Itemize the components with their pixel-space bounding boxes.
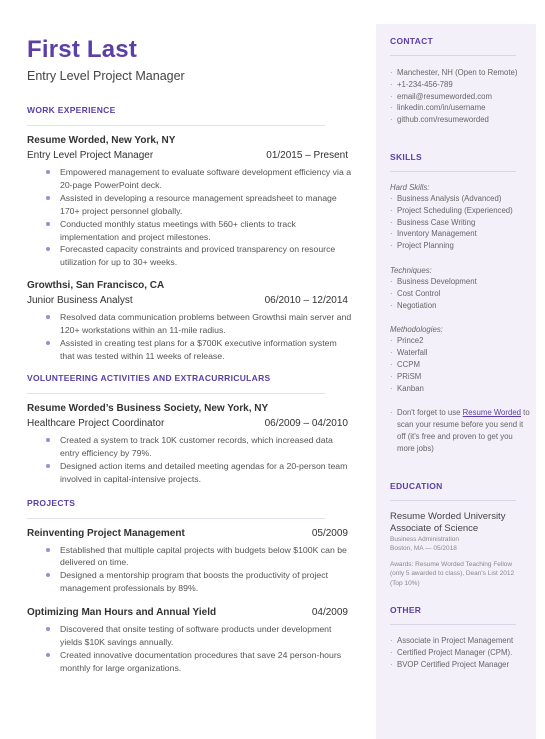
sidebar: [376, 24, 536, 739]
volunteer-entry: [27, 403, 352, 486]
skill-item: · Project Scheduling (Experienced): [390, 205, 530, 217]
skill-item: · CCPM: [390, 359, 530, 371]
project-entry: [27, 607, 352, 675]
skills-group-hard: [390, 182, 530, 252]
section-heading-work-experience: WORK EXPERIENCE: [27, 105, 116, 115]
other-list: [390, 635, 530, 670]
note-bullet: ·: [390, 408, 393, 418]
contact-section: [390, 36, 530, 126]
skill-item: · Inventory Management: [390, 228, 530, 240]
bullet-item: Designed a mentorship program that boosts the productivity of project management professionals by 89%.: [27, 569, 352, 595]
other-section: [390, 605, 530, 670]
project-name: Reinventing Project Management: [27, 527, 185, 539]
section-divider: [390, 624, 516, 625]
education-section: [390, 481, 530, 589]
education-awards: Awards: Resume Worded Teaching Fellow (only 5 awarded to class), Dean's List 2012 (Top 10%): [390, 560, 515, 587]
contact-github[interactable]: · github.com/resumeworded: [390, 114, 530, 126]
skill-item: · Cost Control: [390, 288, 530, 300]
contact-email[interactable]: · email@resumeworded.com: [390, 91, 530, 103]
project-date: 04/2009: [311, 607, 348, 619]
education-degree: Associate of Science: [390, 522, 479, 534]
volunteer-organization: Resume Worded’s Business Society, New York, NY: [27, 402, 269, 414]
bullet-item: Assisted in creating test plans for a $700K executive information system that was tested within 11 weeks of release.: [27, 337, 352, 363]
job-dates: 06/2010 – 12/2014: [264, 295, 348, 307]
skill-item: · Business Case Writing: [390, 217, 530, 229]
section-divider: [27, 518, 325, 519]
volunteer-dates: 06/2009 – 04/2010: [264, 417, 348, 429]
contact-phone: · +1-234-456-789: [390, 79, 530, 91]
job-role: Junior Business Analyst: [27, 295, 133, 307]
project-entry: [27, 528, 352, 596]
other-item: · Associate in Project Management: [390, 635, 530, 647]
education-field: Business Administration: [390, 535, 460, 543]
bullet-item: Discovered that onsite testing of software products under development yields $10K savings annually.: [27, 623, 352, 649]
other-item: · Certified Project Manager (CPM).: [390, 647, 530, 659]
skills-group-techniques: [390, 265, 530, 311]
section-heading-projects: PROJECTS: [27, 497, 76, 508]
volunteer-role: Healthcare Project Coordinator: [27, 417, 165, 429]
job-entry: [27, 280, 352, 363]
skill-item: · Prince2: [390, 335, 530, 347]
projects-section: [27, 498, 352, 675]
skill-item: · Waterfall: [390, 347, 530, 359]
section-heading-skills: SKILLS: [390, 151, 423, 162]
skills-list: [390, 335, 530, 394]
skill-item: · Negotiation: [390, 300, 530, 312]
section-divider: [390, 171, 516, 172]
skill-item: · Business Analysis (Advanced): [390, 193, 530, 205]
skills-list: [390, 193, 530, 252]
volunteer-bullets: [27, 434, 352, 486]
volunteering-section: [27, 373, 352, 486]
skills-group-label: Hard Skills:: [390, 182, 430, 192]
project-bullets: [27, 544, 352, 596]
bullet-item: Empowered management to evaluate software development efficiency via a 20-page PowerPoint deck.: [27, 166, 352, 192]
job-company: Resume Worded, New York, NY: [27, 135, 176, 146]
note-text-after: to scan your resume before you send it off (it's free and proven to get you more jobs): [397, 408, 530, 453]
section-divider: [27, 393, 325, 394]
skill-item: · Kanban: [390, 383, 530, 395]
bullet-item: Forecasted capacity constraints and proviced transparency on resource utilization for up to 30+ weeks.: [27, 243, 352, 269]
job-role: Entry Level Project Manager: [27, 150, 154, 161]
candidate-name: First Last: [27, 36, 138, 63]
contact-linkedin[interactable]: · linkedin.com/in/username: [390, 102, 530, 114]
main-column: [27, 36, 352, 675]
section-heading-contact: CONTACT: [390, 36, 434, 46]
bullet-item: Assisted in developing a resource management spreadsheet to manage 170+ project personnel globally.: [27, 192, 352, 218]
bullet-item: Resolved data communication problems between Growthsi main server and 120+ workstations within an 11-mile radius.: [27, 311, 352, 337]
job-entry: [27, 135, 352, 269]
skill-item: · Project Planning: [390, 240, 530, 252]
section-divider: [390, 500, 516, 501]
skills-group-label: Techniques:: [390, 265, 432, 275]
job-role-row: [27, 150, 348, 162]
project-bullets: [27, 623, 352, 675]
volunteer-role-row: [27, 418, 348, 430]
job-dates: 01/2015 – Present: [266, 150, 348, 161]
work-experience-section: [27, 105, 352, 363]
other-item: · BVOP Certified Project Manager: [390, 659, 530, 671]
job-bullets: [27, 311, 352, 363]
section-divider: [390, 55, 516, 56]
education-school: Resume Worded University: [390, 510, 506, 522]
section-heading-education: EDUCATION: [390, 480, 443, 491]
skills-group-methodologies: [390, 324, 530, 394]
resume-worded-link[interactable]: Resume Worded: [462, 408, 521, 418]
sidebar-content: [390, 36, 530, 670]
skills-section: [390, 152, 530, 455]
candidate-title: Entry Level Project Manager: [27, 69, 185, 83]
job-bullets: [27, 166, 352, 269]
project-name: Optimizing Man Hours and Annual Yield: [27, 607, 217, 619]
education-location-date: Boston, MA — 05/2018: [390, 545, 457, 553]
bullet-item: Created innovative documentation procedures that save 24 person-hours monthly for large organizations.: [27, 649, 352, 675]
project-header-row: [27, 528, 348, 540]
skill-item: · PRiSM: [390, 371, 530, 383]
section-heading-other: OTHER: [390, 605, 422, 616]
skill-item: · Business Development: [390, 276, 530, 288]
bullet-item: Established that multiple capital projects with budgets below $100K can be delivered on time.: [27, 544, 352, 570]
section-heading-volunteering: VOLUNTEERING ACTIVITIES AND EXTRACURRICULARS: [27, 372, 271, 383]
contact-list: [390, 67, 530, 126]
bullet-item: Designed action items and detailed meeting agendas for a 20-person team involved in capital-intensive projects.: [27, 460, 352, 486]
job-role-row: [27, 295, 348, 307]
skills-list: [390, 276, 530, 311]
bullet-item: Conducted monthly status meetings with 560+ clients to track implementation and project milestones.: [27, 218, 352, 244]
bullet-item: Created a system to track 10K customer records, which increased data entry efficiency by 79%.: [27, 434, 352, 460]
note-text-before: Don't forget to use: [397, 408, 463, 418]
contact-location: · Manchester, NH (Open to Remote): [390, 67, 530, 79]
job-company: Growthsi, San Francisco, CA: [27, 280, 165, 292]
project-header-row: [27, 607, 348, 619]
project-date: 05/2009: [311, 527, 348, 539]
section-divider: [27, 125, 325, 126]
skills-group-label: Methodologies:: [390, 325, 443, 335]
resume-scan-note: [390, 407, 530, 454]
